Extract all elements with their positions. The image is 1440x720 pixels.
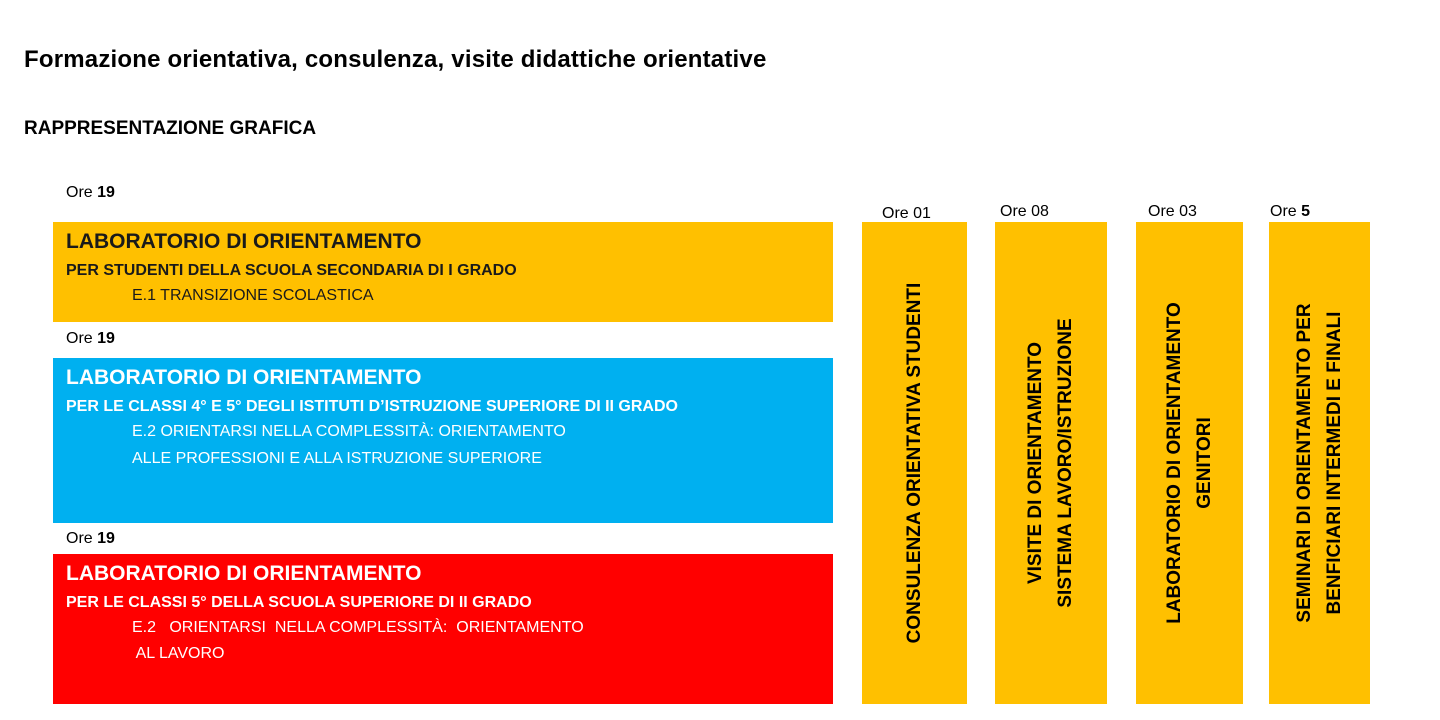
lab-heading: LABORATORIO DI ORIENTAMENTO: [66, 562, 422, 585]
column-label-line: BENFICIARI INTERMEDI E FINALI: [1323, 311, 1345, 615]
lab-detail: AL LAVORO: [132, 645, 225, 662]
hours-value: 19: [97, 530, 115, 547]
hours-value: 01: [913, 205, 931, 222]
lab-box-classes-4-5: [53, 358, 833, 523]
lab-box-secondary-school: [53, 222, 833, 322]
column-4-hours: [1270, 203, 1310, 221]
hours-value: 08: [1031, 203, 1049, 220]
hours-value: 19: [97, 184, 115, 201]
lab-detail: E.1 TRANSIZIONE SCOLASTICA: [132, 287, 374, 304]
hours-value: 03: [1179, 203, 1197, 220]
hours-prefix: Ore: [1270, 203, 1297, 220]
hours-prefix: Ore: [66, 330, 93, 347]
column-1-hours: [882, 205, 931, 223]
hours-value: 5: [1301, 203, 1311, 220]
column-label-line: CONSULENZA ORIENTATIVA STUDENTI: [903, 282, 925, 644]
page-title: Formazione orientativa, consulenza, visite didattiche orientative: [24, 46, 767, 73]
column-label: [900, 283, 930, 644]
hours-prefix: Ore: [1148, 203, 1175, 220]
lab-target: PER LE CLASSI 4° E 5° DEGLI ISTITUTI D’ISTRUZIONE SUPERIORE DI II GRADO: [66, 398, 678, 415]
lab-detail: ALLE PROFESSIONI E ALLA ISTRUZIONE SUPERIORE: [132, 450, 542, 467]
column-label-line: LABORATORIO DI ORIENTAMENTO: [1163, 302, 1185, 624]
column-label: [1160, 302, 1220, 624]
lab-detail: E.2 ORIENTARSI NELLA COMPLESSITÀ: ORIENTAMENTO: [132, 619, 584, 636]
column-parents-lab: [1136, 222, 1243, 704]
hours-value: 19: [97, 330, 115, 347]
hours-prefix: Ore: [66, 530, 93, 547]
hours-prefix: Ore: [882, 205, 909, 222]
column-orientation-visits: [995, 222, 1107, 704]
lab-detail: E.2 ORIENTARSI NELLA COMPLESSITÀ: ORIENTAMENTO: [132, 423, 566, 440]
hours-prefix: Ore: [66, 184, 93, 201]
lab-3-hours: [66, 530, 115, 548]
hours-prefix: Ore: [1000, 203, 1027, 220]
lab-1-hours: [66, 184, 115, 202]
lab-2-hours: [66, 330, 115, 348]
column-label-line: SISTEMA LAVORO/ISTRUZIONE: [1055, 318, 1076, 608]
lab-target: PER LE CLASSI 5° DELLA SCUOLA SUPERIORE DI II GRADO: [66, 594, 532, 611]
column-2-hours: [1000, 203, 1049, 221]
lab-heading: LABORATORIO DI ORIENTAMENTO: [66, 366, 422, 389]
section-subtitle: RAPPRESENTAZIONE GRAFICA: [24, 118, 317, 139]
column-seminars: [1269, 222, 1370, 704]
column-student-counseling: [862, 222, 967, 704]
lab-heading: LABORATORIO DI ORIENTAMENTO: [66, 230, 422, 253]
lab-box-classes-5: [53, 554, 833, 704]
column-label: [1021, 318, 1081, 607]
column-label-line: SEMINARI DI ORIENTAMENTO PER: [1293, 303, 1315, 623]
column-label-line: GENITORI: [1193, 417, 1215, 509]
column-3-hours: [1148, 203, 1197, 221]
column-label: [1290, 303, 1350, 622]
lab-target: PER STUDENTI DELLA SCUOLA SECONDARIA DI I GRADO: [66, 262, 517, 279]
column-label-line: VISITE DI ORIENTAMENTO: [1025, 341, 1046, 585]
